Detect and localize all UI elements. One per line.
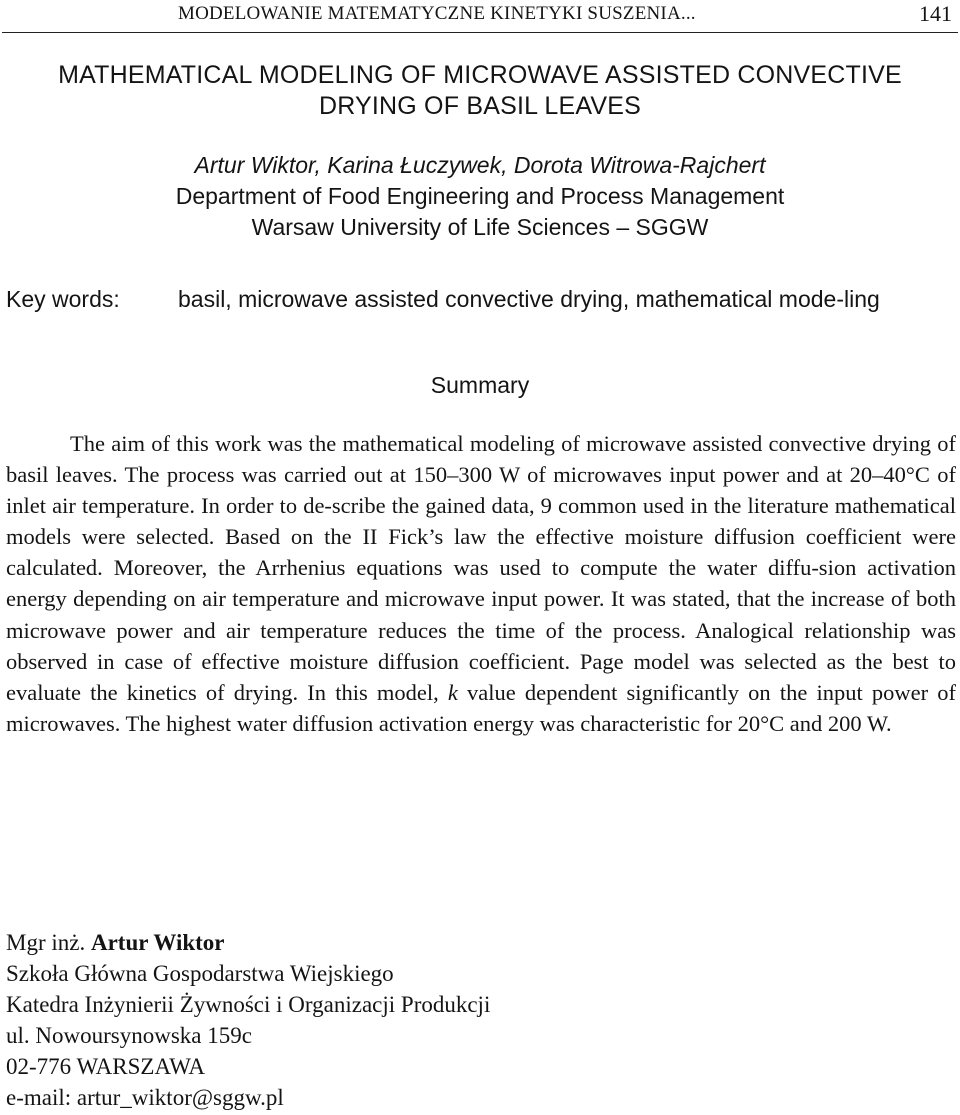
contact-block	[6, 927, 490, 1113]
abstract-paragraph	[6, 428, 956, 739]
contact-title-prefix: Mgr inż.	[6, 930, 91, 955]
keywords-text: basil, microwave assisted convective drying, mathematical mode-ling	[178, 286, 880, 312]
contact-street: ul. Nowoursynowska 159c	[6, 1023, 252, 1048]
title-line-1: MATHEMATICAL MODELING OF MICROWAVE ASSISTED CONVECTIVE	[58, 61, 902, 89]
author-department: Department of Food Engineering and Process Management	[175, 183, 785, 209]
author-university: Warsaw University of Life Sciences – SGGW	[251, 214, 709, 240]
summary-heading: Summary	[430, 372, 530, 398]
header-rule	[2, 32, 958, 33]
page-number: 141	[919, 1, 952, 26]
contact-email: e-mail: artur_wiktor@sggw.pl	[6, 1085, 284, 1110]
contact-school: Szkoła Główna Gospodarstwa Wiejskiego	[6, 961, 394, 986]
keywords-label: Key words:	[6, 286, 120, 312]
contact-city: 02-776 WARSZAWA	[6, 1054, 205, 1079]
abstract-italic-k: k	[447, 679, 458, 705]
title-line-2: DRYING OF BASIL LEAVES	[318, 92, 642, 120]
contact-department: Katedra Inżynierii Żywności i Organizacji Produkcji	[6, 992, 491, 1017]
paper-title	[0, 60, 960, 122]
running-title: MODELOWANIE MATEMATYCZNE KINETYKI SUSZENIA...	[178, 3, 696, 24]
abstract-text-part2: value dependent significantly on the input power of microwaves. The highest water diffusion activation energy was characteristic for 20°C and 200 W.	[6, 679, 956, 736]
running-header	[0, 0, 960, 34]
contact-name-line	[6, 927, 490, 958]
author-block	[0, 150, 960, 243]
abstract-text-part1: The aim of this work was the mathematical modeling of microwave assisted convective drying of basil leaves. The process was carried out at 150–300 W of microwaves input power and at 20–40°C of inlet air temperature. In order to de-scribe the gained data, 9 common used in the literature mathematical models were selected. Based on the II Fick’s law the effective moisture diffusion coefficient were calculated. Moreover, the Arrhenius equations was used to compute the water diffu-sion activation energy depending on air temperature and microwave input power. It was stated, that the increase of both microwave power and air temperature reduces the time of the process. Analogical relationship was observed in case of effective moisture diffusion coefficient. Page model was selected as the best to evaluate the kinetics of drying. In this model,	[6, 431, 956, 705]
contact-name: Artur Wiktor	[90, 930, 225, 955]
author-names: Artur Wiktor, Karina Łuczywek, Dorota Witrowa-Rajchert	[194, 152, 766, 178]
